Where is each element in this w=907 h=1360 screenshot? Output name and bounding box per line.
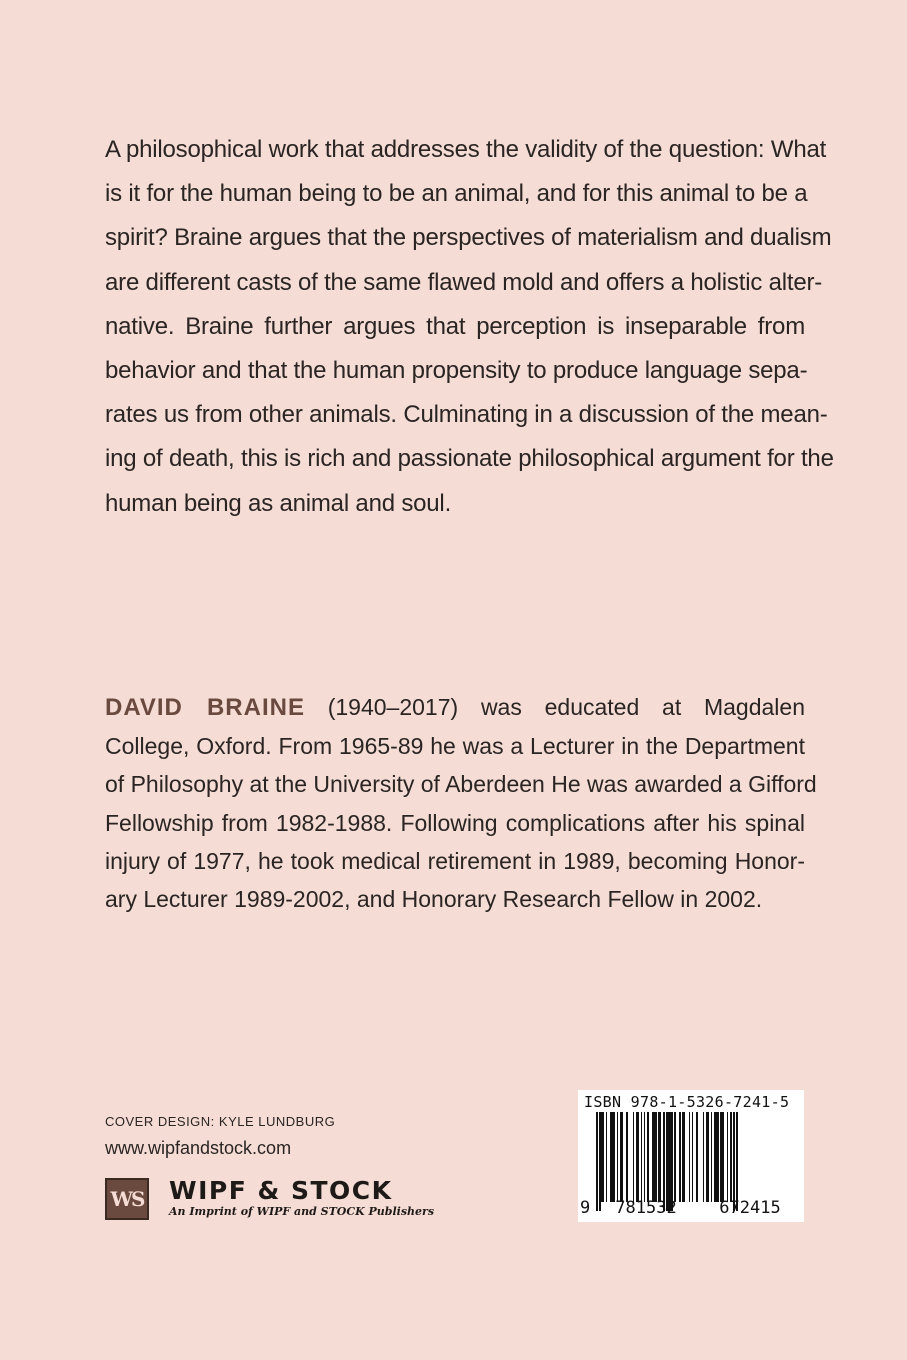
description-line: is it for the human being to be an animal, and for this animal to be a	[105, 180, 808, 208]
description-line: are different casts of the same flawed mold and offers a holistic alter-	[105, 268, 823, 296]
description-line: human being as animal and soul.	[105, 489, 452, 517]
publisher-imprint: An Imprint of WIPF and STOCK Publishers	[169, 1205, 435, 1218]
bio-first-line	[105, 688, 805, 727]
isbn-label: ISBN 978-1-5326-7241-5	[584, 1093, 790, 1111]
description-line: spirit? Braine argues that the perspectives of materialism and dualism	[105, 224, 832, 252]
barcode-digits	[580, 1198, 802, 1218]
description-line: native. Braine further argues that perception is inseparable from	[105, 312, 805, 340]
cover-design-credit: COVER DESIGN: KYLE LUNDBURG	[105, 1114, 336, 1129]
barcode-right-group: 672415	[719, 1198, 781, 1218]
bio-line: injury of 1977, he took medical retirement in 1989, becoming Honor-	[105, 847, 805, 874]
publisher-logo	[105, 1178, 434, 1220]
bio-line: Fellowship from 1982-1988. Following complications after his spinal	[105, 809, 805, 836]
barcode-left-group: 781532	[615, 1198, 677, 1218]
ws-logo-icon: WS	[105, 1178, 149, 1220]
description-line: behavior and that the human propensity to produce language sepa-	[105, 357, 808, 385]
publisher-text	[169, 1178, 434, 1220]
author-bio	[105, 688, 817, 918]
bio-line: ary Lecturer 1989-2002, and Honorary Research Fellow in 2002.	[105, 886, 763, 913]
description-line: A philosophical work that addresses the validity of the question: What	[105, 136, 827, 163]
publisher-name: WIPF & STOCK	[169, 1176, 393, 1205]
description-line: rates us from other animals. Culminating in a discussion of the mean-	[105, 401, 828, 429]
author-name: DAVID BRAINE	[105, 694, 305, 721]
bio-line-rest: (1940–2017) was educated at Magdalen	[304, 694, 805, 720]
barcode-first-digit: 9	[580, 1198, 591, 1218]
bio-line: of Philosophy at the University of Aberdeen He was awarded a Gifford	[105, 771, 817, 798]
barcode-bar	[736, 1112, 738, 1211]
barcode-bars	[596, 1112, 796, 1202]
isbn-barcode	[578, 1090, 804, 1222]
book-description	[105, 128, 834, 526]
publisher-website: www.wipfandstock.com	[105, 1138, 292, 1158]
description-line: ing of death, this is rich and passionate philosophical argument for the	[105, 445, 834, 473]
bio-line: College, Oxford. From 1965-89 he was a Lecturer in the Department	[105, 733, 805, 760]
credits	[105, 1113, 335, 1161]
